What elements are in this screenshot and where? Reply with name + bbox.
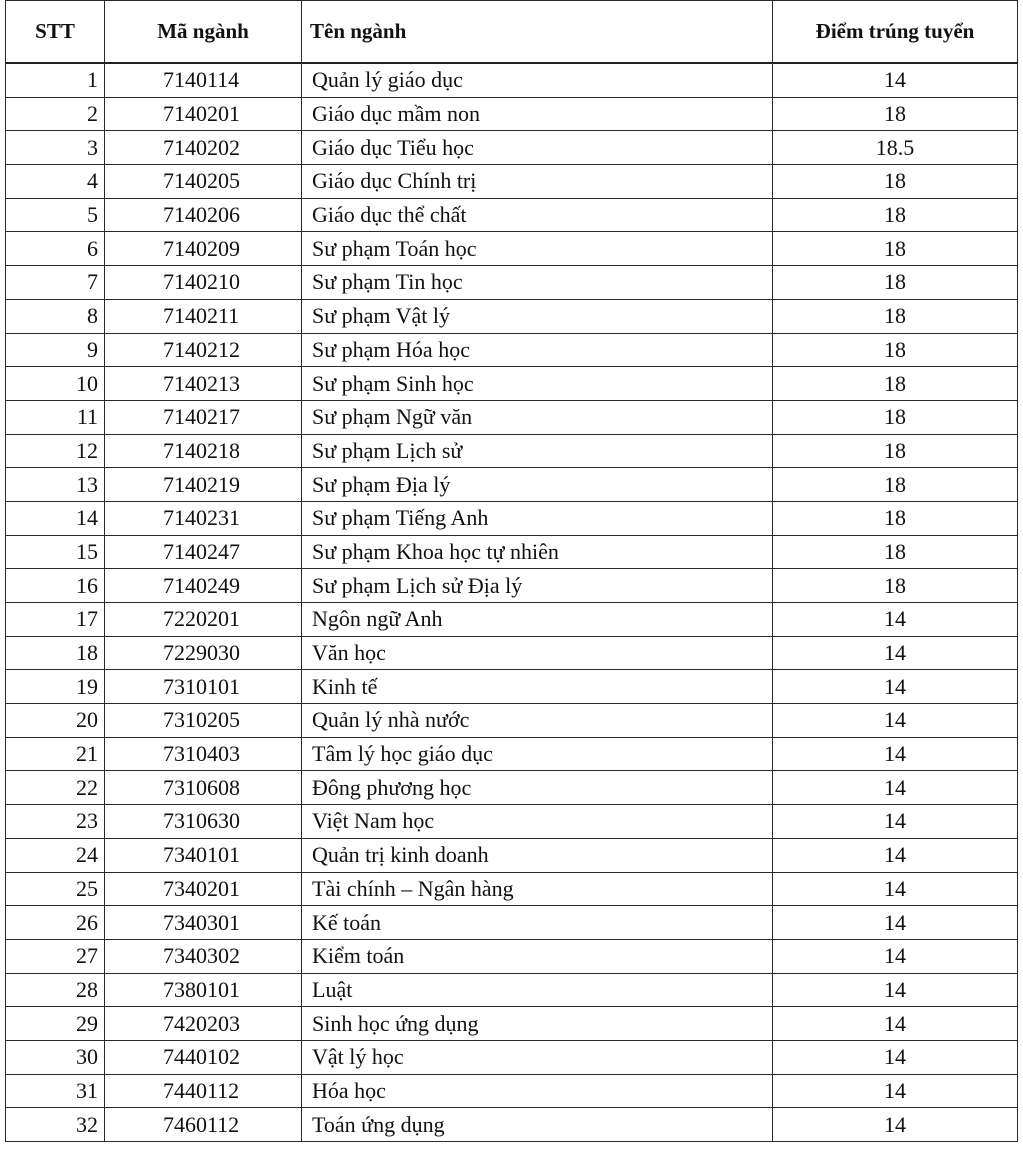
cell-stt: 14 (6, 501, 105, 535)
cell-admission-score: 18 (773, 535, 1018, 569)
cell-admission-score: 14 (773, 805, 1018, 839)
table-row (6, 636, 1018, 670)
cell-stt: 32 (6, 1108, 105, 1142)
table-row (6, 939, 1018, 973)
cell-admission-score: 18 (773, 333, 1018, 367)
table-row (6, 838, 1018, 872)
cell-stt: 30 (6, 1040, 105, 1074)
cell-major-name: Vật lý học (302, 1040, 773, 1074)
header-stt: STT (6, 1, 105, 64)
cell-major-code: 7440102 (105, 1040, 302, 1074)
cell-major-name: Tâm lý học giáo dục (302, 737, 773, 771)
cell-admission-score: 14 (773, 838, 1018, 872)
cell-major-code: 7310608 (105, 771, 302, 805)
table-row (6, 299, 1018, 333)
admission-scores-table (5, 0, 1018, 1142)
cell-major-code: 7140202 (105, 131, 302, 165)
cell-major-name: Sư phạm Tin học (302, 266, 773, 300)
cell-admission-score: 18 (773, 97, 1018, 131)
cell-stt: 31 (6, 1074, 105, 1108)
table-row (6, 535, 1018, 569)
table-header (6, 1, 1018, 64)
cell-major-name: Quản lý giáo dục (302, 63, 773, 97)
cell-major-name: Sư phạm Hóa học (302, 333, 773, 367)
cell-major-code: 7140217 (105, 400, 302, 434)
cell-admission-score: 14 (773, 906, 1018, 940)
cell-stt: 5 (6, 198, 105, 232)
cell-major-code: 7140249 (105, 569, 302, 603)
cell-admission-score: 14 (773, 1040, 1018, 1074)
cell-major-name: Luật (302, 973, 773, 1007)
cell-major-code: 7310205 (105, 704, 302, 738)
cell-admission-score: 18 (773, 569, 1018, 603)
cell-major-code: 7310403 (105, 737, 302, 771)
cell-major-name: Sư phạm Địa lý (302, 468, 773, 502)
cell-major-name: Sư phạm Lịch sử (302, 434, 773, 468)
table-row (6, 569, 1018, 603)
cell-stt: 28 (6, 973, 105, 1007)
cell-admission-score: 18 (773, 434, 1018, 468)
table-row (6, 1108, 1018, 1142)
cell-admission-score: 14 (773, 1007, 1018, 1041)
cell-major-name: Sư phạm Toán học (302, 232, 773, 266)
cell-admission-score: 14 (773, 939, 1018, 973)
table-row (6, 97, 1018, 131)
cell-stt: 15 (6, 535, 105, 569)
cell-stt: 29 (6, 1007, 105, 1041)
cell-admission-score: 14 (773, 737, 1018, 771)
cell-stt: 9 (6, 333, 105, 367)
cell-major-code: 7310101 (105, 670, 302, 704)
table-row (6, 232, 1018, 266)
cell-major-name: Sinh học ứng dụng (302, 1007, 773, 1041)
cell-stt: 20 (6, 704, 105, 738)
header-admission-score: Điểm trúng tuyển (773, 1, 1018, 64)
cell-stt: 12 (6, 434, 105, 468)
cell-stt: 4 (6, 165, 105, 199)
cell-stt: 21 (6, 737, 105, 771)
cell-major-name: Sư phạm Sinh học (302, 367, 773, 401)
table-row (6, 367, 1018, 401)
cell-major-code: 7440112 (105, 1074, 302, 1108)
cell-admission-score: 18 (773, 266, 1018, 300)
cell-major-code: 7380101 (105, 973, 302, 1007)
cell-stt: 10 (6, 367, 105, 401)
cell-stt: 24 (6, 838, 105, 872)
cell-stt: 17 (6, 603, 105, 637)
cell-major-name: Toán ứng dụng (302, 1108, 773, 1142)
cell-stt: 23 (6, 805, 105, 839)
cell-stt: 25 (6, 872, 105, 906)
cell-major-name: Việt Nam học (302, 805, 773, 839)
cell-major-name: Quản lý nhà nước (302, 704, 773, 738)
cell-major-code: 7140205 (105, 165, 302, 199)
table-row (6, 906, 1018, 940)
cell-admission-score: 14 (773, 1108, 1018, 1142)
table-row (6, 737, 1018, 771)
cell-major-name: Sư phạm Ngữ văn (302, 400, 773, 434)
cell-admission-score: 18.5 (773, 131, 1018, 165)
table-row (6, 1074, 1018, 1108)
cell-major-code: 7140213 (105, 367, 302, 401)
cell-admission-score: 18 (773, 299, 1018, 333)
table-row (6, 805, 1018, 839)
cell-major-code: 7140210 (105, 266, 302, 300)
cell-stt: 27 (6, 939, 105, 973)
cell-major-name: Giáo dục Tiểu học (302, 131, 773, 165)
cell-stt: 13 (6, 468, 105, 502)
cell-major-code: 7140212 (105, 333, 302, 367)
cell-major-name: Sư phạm Khoa học tự nhiên (302, 535, 773, 569)
cell-major-name: Hóa học (302, 1074, 773, 1108)
header-major-name: Tên ngành (302, 1, 773, 64)
cell-admission-score: 18 (773, 198, 1018, 232)
cell-major-code: 7340201 (105, 872, 302, 906)
cell-major-code: 7140206 (105, 198, 302, 232)
header-row (6, 1, 1018, 64)
cell-stt: 8 (6, 299, 105, 333)
cell-major-code: 7340101 (105, 838, 302, 872)
table-row (6, 603, 1018, 637)
cell-admission-score: 14 (773, 973, 1018, 1007)
cell-stt: 16 (6, 569, 105, 603)
cell-stt: 7 (6, 266, 105, 300)
cell-major-name: Kiểm toán (302, 939, 773, 973)
cell-admission-score: 14 (773, 670, 1018, 704)
table-row (6, 165, 1018, 199)
table-body (6, 63, 1018, 1142)
cell-major-name: Văn học (302, 636, 773, 670)
cell-stt: 11 (6, 400, 105, 434)
cell-major-code: 7310630 (105, 805, 302, 839)
table-row (6, 973, 1018, 1007)
table-row (6, 198, 1018, 232)
table-row (6, 704, 1018, 738)
cell-major-code: 7140218 (105, 434, 302, 468)
cell-major-name: Đông phương học (302, 771, 773, 805)
cell-stt: 19 (6, 670, 105, 704)
cell-major-code: 7140219 (105, 468, 302, 502)
cell-admission-score: 18 (773, 367, 1018, 401)
cell-major-name: Giáo dục Chính trị (302, 165, 773, 199)
cell-major-code: 7140114 (105, 63, 302, 97)
cell-admission-score: 18 (773, 232, 1018, 266)
cell-major-code: 7140201 (105, 97, 302, 131)
cell-admission-score: 18 (773, 468, 1018, 502)
cell-stt: 22 (6, 771, 105, 805)
cell-stt: 6 (6, 232, 105, 266)
table-row (6, 63, 1018, 97)
cell-major-name: Kinh tế (302, 670, 773, 704)
cell-stt: 18 (6, 636, 105, 670)
cell-admission-score: 14 (773, 872, 1018, 906)
table-row (6, 333, 1018, 367)
cell-major-name: Ngôn ngữ Anh (302, 603, 773, 637)
cell-admission-score: 18 (773, 165, 1018, 199)
cell-major-code: 7140209 (105, 232, 302, 266)
cell-major-name: Quản trị kinh doanh (302, 838, 773, 872)
cell-major-code: 7340301 (105, 906, 302, 940)
table-row (6, 872, 1018, 906)
cell-stt: 2 (6, 97, 105, 131)
cell-major-code: 7140231 (105, 501, 302, 535)
cell-major-code: 7140211 (105, 299, 302, 333)
header-major-code: Mã ngành (105, 1, 302, 64)
cell-admission-score: 14 (773, 771, 1018, 805)
table-row (6, 1007, 1018, 1041)
cell-admission-score: 14 (773, 1074, 1018, 1108)
cell-admission-score: 14 (773, 63, 1018, 97)
table-row (6, 131, 1018, 165)
table-row (6, 1040, 1018, 1074)
cell-major-code: 7460112 (105, 1108, 302, 1142)
cell-major-name: Giáo dục thể chất (302, 198, 773, 232)
cell-major-code: 7340302 (105, 939, 302, 973)
cell-major-name: Tài chính – Ngân hàng (302, 872, 773, 906)
cell-stt: 3 (6, 131, 105, 165)
cell-major-code: 7420203 (105, 1007, 302, 1041)
cell-admission-score: 14 (773, 704, 1018, 738)
table-row (6, 468, 1018, 502)
table-row (6, 670, 1018, 704)
table-row (6, 434, 1018, 468)
cell-major-code: 7140247 (105, 535, 302, 569)
cell-major-name: Kế toán (302, 906, 773, 940)
table-row (6, 501, 1018, 535)
cell-major-code: 7229030 (105, 636, 302, 670)
table-row (6, 400, 1018, 434)
cell-admission-score: 14 (773, 636, 1018, 670)
cell-admission-score: 14 (773, 603, 1018, 637)
cell-major-name: Sư phạm Lịch sử Địa lý (302, 569, 773, 603)
table-row (6, 771, 1018, 805)
cell-major-name: Sư phạm Tiếng Anh (302, 501, 773, 535)
cell-major-name: Giáo dục mầm non (302, 97, 773, 131)
table-row (6, 266, 1018, 300)
cell-stt: 1 (6, 63, 105, 97)
cell-stt: 26 (6, 906, 105, 940)
cell-admission-score: 18 (773, 400, 1018, 434)
cell-major-name: Sư phạm Vật lý (302, 299, 773, 333)
cell-admission-score: 18 (773, 501, 1018, 535)
cell-major-code: 7220201 (105, 603, 302, 637)
